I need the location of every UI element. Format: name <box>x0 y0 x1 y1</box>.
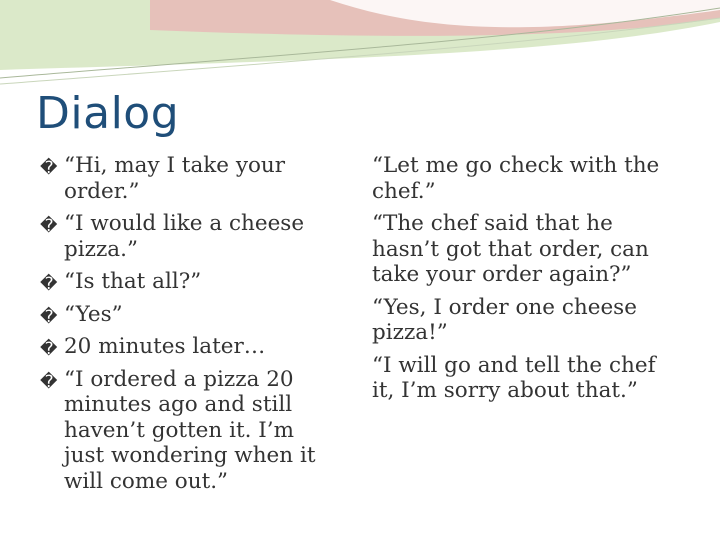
bullet-icon: � <box>40 371 58 392</box>
left-item-text: “Hi, may I take your order.” <box>64 153 286 204</box>
left-item-text: “Yes” <box>64 301 123 327</box>
left-item-2 <box>40 211 340 262</box>
left-item-text: “Is that all?” <box>64 269 202 294</box>
right-item-1: “Let me go check with the chef.” <box>372 153 660 204</box>
left-item-1 <box>40 153 340 204</box>
header-decoration <box>0 0 720 90</box>
left-dialog-list <box>40 153 340 501</box>
left-item-5 <box>40 334 340 360</box>
left-item-text: “I ordered a pizza 20 minutes ago and still haven’t gotten it. I’m just wondering when it will come out.” <box>64 366 316 494</box>
right-item-2: “The chef said that he hasn’t got that order, can take your order again?” <box>372 211 649 287</box>
right-dialog-list <box>372 153 684 411</box>
left-item-6 <box>40 367 340 495</box>
right-item-4: “I will go and tell the chef it, I’m sorry about that.” <box>372 352 656 403</box>
bullet-icon: � <box>40 158 58 178</box>
left-item-3 <box>40 269 340 295</box>
left-item-text: “I would like a cheese pizza.” <box>64 211 305 262</box>
right-item-3: “Yes, I order one cheese pizza!” <box>372 294 637 345</box>
left-item-4 <box>40 302 340 328</box>
bullet-icon: � <box>40 339 58 359</box>
left-item-text: 20 minutes later… <box>64 334 266 359</box>
bullet-icon: � <box>40 216 58 236</box>
bullet-icon: � <box>40 274 58 294</box>
bullet-icon: � <box>40 306 58 327</box>
slide-title: Dialog <box>36 88 180 139</box>
